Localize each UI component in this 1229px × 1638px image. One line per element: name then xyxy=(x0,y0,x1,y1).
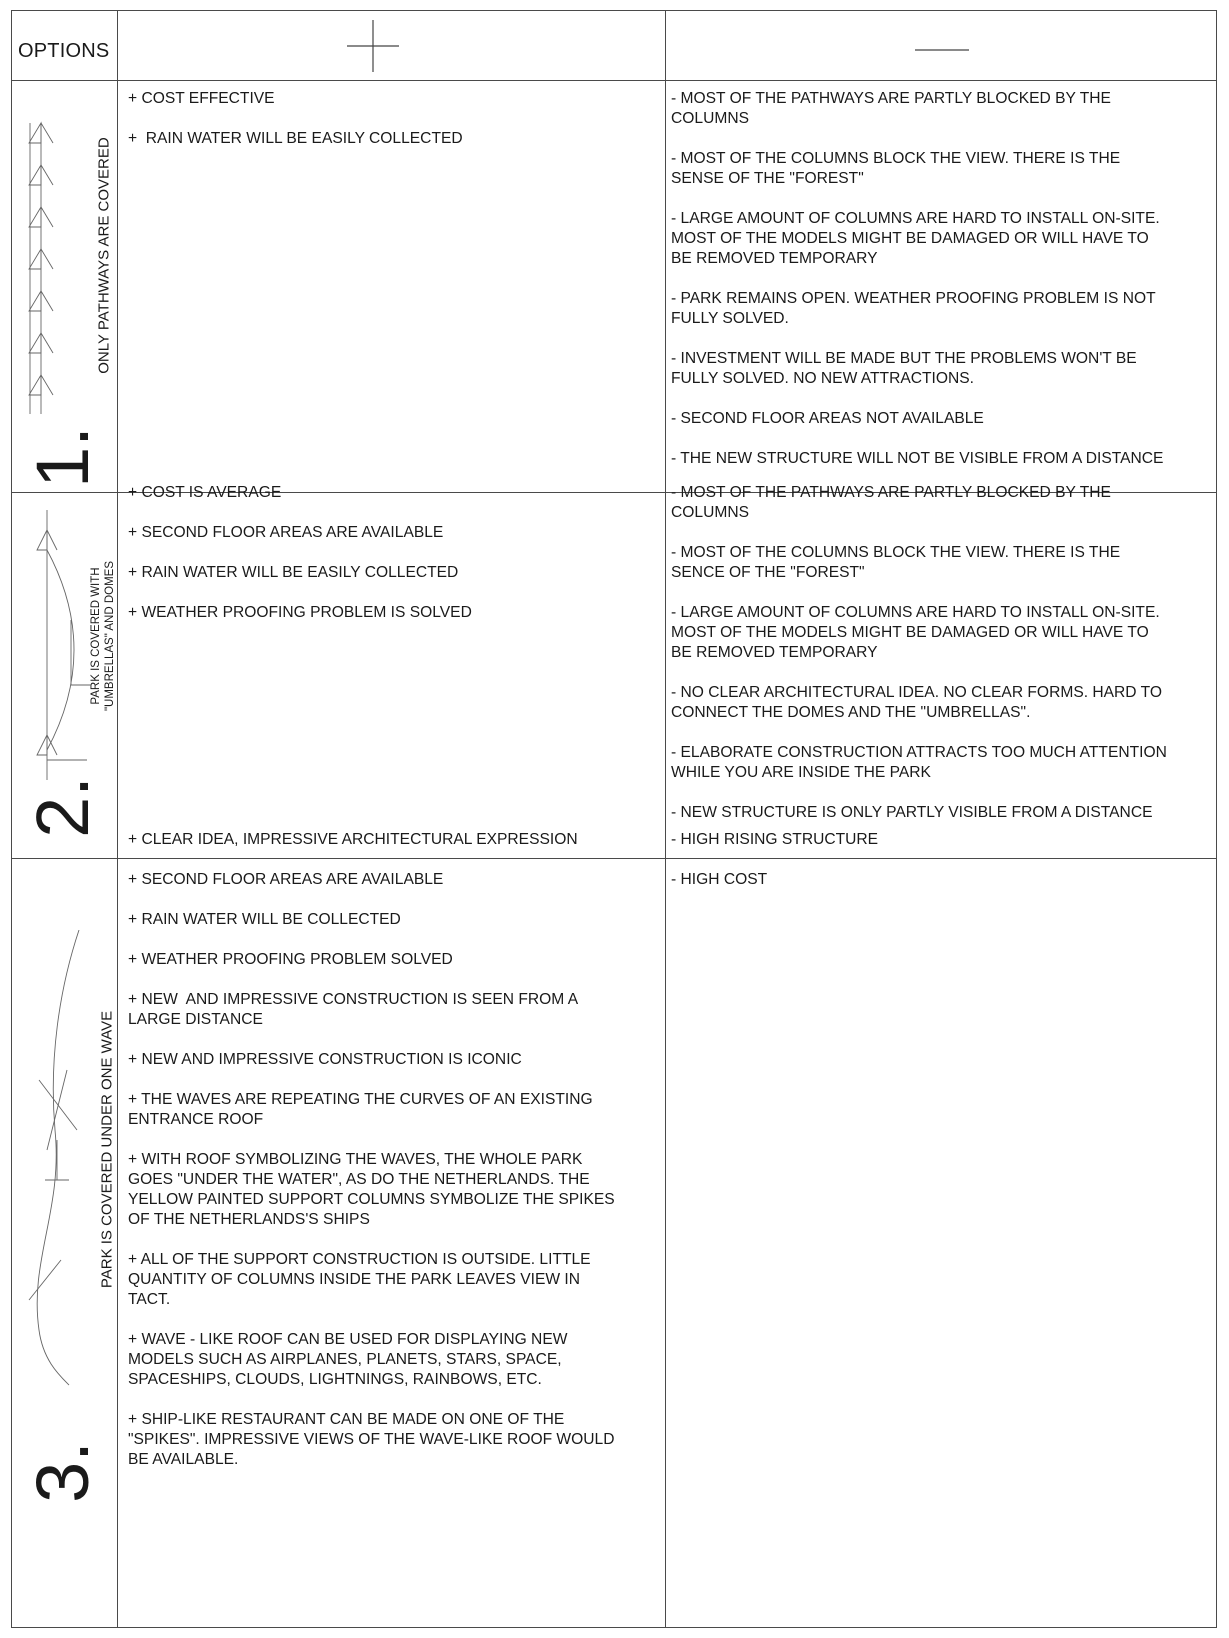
option-label-1: ONLY PATHWAYS ARE COVERED xyxy=(95,137,113,374)
con-item: - NEW STRUCTURE IS ONLY PARTLY VISIBLE FROM A DISTANCE xyxy=(671,804,1153,821)
con-item: - ELABORATE CONSTRUCTION ATTRACTS TOO MUCH ATTENTION WHILE YOU ARE INSIDE THE PARK xyxy=(671,744,1167,781)
con-item: - PARK REMAINS OPEN. WEATHER PROOFING PROBLEM IS NOT FULLY SOLVED. xyxy=(671,290,1156,327)
pro-item: + NEW AND IMPRESSIVE CONSTRUCTION IS SEEN FROM A LARGE DISTANCE xyxy=(128,991,579,1028)
option-1-cons-list xyxy=(671,89,1216,489)
pro-item: + COST IS AVERAGE xyxy=(128,484,282,501)
pro-item: + ALL OF THE SUPPORT CONSTRUCTION IS OUTSIDE. LITTLE QUANTITY OF COLUMNS INSIDE THE PARK LEAVES VIEW IN TACT. xyxy=(128,1251,591,1308)
con-item: - INVESTMENT WILL BE MADE BUT THE PROBLEMS WON'T BE FULLY SOLVED. NO NEW ATTRACTIONS. xyxy=(671,350,1137,387)
con-item: - HIGH RISING STRUCTURE xyxy=(671,831,879,848)
options-header: OPTIONS xyxy=(18,40,110,62)
option-number-1: 1. xyxy=(21,426,104,488)
pro-item: + WEATHER PROOFING PROBLEM IS SOLVED xyxy=(128,604,472,621)
pro-item: + THE WAVES ARE REPEATING THE CURVES OF AN EXISTING ENTRANCE ROOF xyxy=(128,1091,593,1128)
pro-item: + WEATHER PROOFING PROBLEM SOLVED xyxy=(128,951,453,968)
option-2-pros-list xyxy=(128,483,658,643)
header-divider xyxy=(11,80,1217,81)
con-item: - NO CLEAR ARCHITECTURAL IDEA. NO CLEAR FORMS. HARD TO CONNECT THE DOMES AND THE "UMBRELLAS". xyxy=(671,684,1162,721)
table-border-right xyxy=(1216,10,1217,1628)
con-item: - LARGE AMOUNT OF COLUMNS ARE HARD TO INSTALL ON-SITE. MOST OF THE MODELS MIGHT BE DAMAGED OR WILL HAVE TO BE REMOVED TEMPORARY xyxy=(671,210,1160,267)
table-border-left xyxy=(11,10,12,1628)
con-item: - HIGH COST xyxy=(671,871,768,888)
plus-symbol-icon xyxy=(347,20,399,72)
option-label-2: PARK IS COVERED WITH "UMBRELLAS" AND DOMES xyxy=(90,560,116,712)
minus-symbol-icon xyxy=(915,48,969,52)
con-item: - MOST OF THE PATHWAYS ARE PARTLY BLOCKED BY THE COLUMNS xyxy=(671,484,1111,521)
option-3-pros-list xyxy=(128,830,658,1490)
pro-item: + WAVE - LIKE ROOF CAN BE USED FOR DISPLAYING NEW MODELS SUCH AS AIRPLANES, PLANETS, STARS, SPACE, SPACESHIPS, CLOUDS, LIGHTNINGS, RAINBOWS, ETC. xyxy=(128,1331,568,1388)
option-3-cons-list xyxy=(671,830,1216,910)
pro-item: + CLEAR IDEA, IMPRESSIVE ARCHITECTURAL EXPRESSION xyxy=(128,831,578,848)
con-item: - THE NEW STRUCTURE WILL NOT BE VISIBLE FROM A DISTANCE xyxy=(671,450,1164,467)
option-2-cons-list xyxy=(671,483,1216,843)
wave-roof-sketch-icon xyxy=(19,930,89,1390)
column-divider-options xyxy=(117,10,118,1628)
con-item: - SECOND FLOOR AREAS NOT AVAILABLE xyxy=(671,410,984,427)
option-1-pros-list xyxy=(128,89,658,169)
pro-item: + SECOND FLOOR AREAS ARE AVAILABLE xyxy=(128,524,444,541)
option-number-3: 3. xyxy=(21,1441,104,1503)
con-item: - LARGE AMOUNT OF COLUMNS ARE HARD TO INSTALL ON-SITE. MOST OF THE MODELS MIGHT BE DAMAGED OR WILL HAVE TO BE REMOVED TEMPORARY xyxy=(671,604,1160,661)
column-divider-pros-cons xyxy=(665,10,666,1628)
con-item: - MOST OF THE COLUMNS BLOCK THE VIEW. THERE IS THE SENCE OF THE "FOREST" xyxy=(671,544,1121,581)
con-item: - MOST OF THE COLUMNS BLOCK THE VIEW. THERE IS THE SENSE OF THE "FOREST" xyxy=(671,150,1121,187)
con-item: - MOST OF THE PATHWAYS ARE PARTLY BLOCKED BY THE COLUMNS xyxy=(671,90,1111,127)
option-number-2: 2. xyxy=(21,776,104,838)
pro-item: + WITH ROOF SYMBOLIZING THE WAVES, THE WHOLE PARK GOES "UNDER THE WATER", AS DO THE NETHERLANDS. THE YELLOW PAINTED SUPPORT COLUMNS SYMBOLIZE THE SPIKES OF THE NETHERLANDS'S SHIPS xyxy=(128,1151,615,1228)
options-comparison-table xyxy=(11,10,1217,1628)
pro-item: + RAIN WATER WILL BE EASILY COLLECTED xyxy=(128,130,463,147)
pro-item: + RAIN WATER WILL BE EASILY COLLECTED xyxy=(128,564,459,581)
pro-item: + SHIP-LIKE RESTAURANT CAN BE MADE ON ONE OF THE "SPIKES". IMPRESSIVE VIEWS OF THE WAVE-LIKE ROOF WOULD BE AVAILABLE. xyxy=(128,1411,615,1468)
table-border-top xyxy=(11,10,1217,11)
pro-item: + RAIN WATER WILL BE COLLECTED xyxy=(128,911,401,928)
pro-item: + COST EFFECTIVE xyxy=(128,90,275,107)
pro-item: + SECOND FLOOR AREAS ARE AVAILABLE xyxy=(128,871,444,888)
umbrellas-and-domes-sketch-icon xyxy=(31,510,91,790)
option-label-3: PARK IS COVERED UNDER ONE WAVE xyxy=(98,1010,116,1289)
pathway-umbrellas-sketch-icon xyxy=(27,118,57,418)
table-border-bottom xyxy=(11,1627,1217,1628)
pro-item: + NEW AND IMPRESSIVE CONSTRUCTION IS ICONIC xyxy=(128,1051,522,1068)
